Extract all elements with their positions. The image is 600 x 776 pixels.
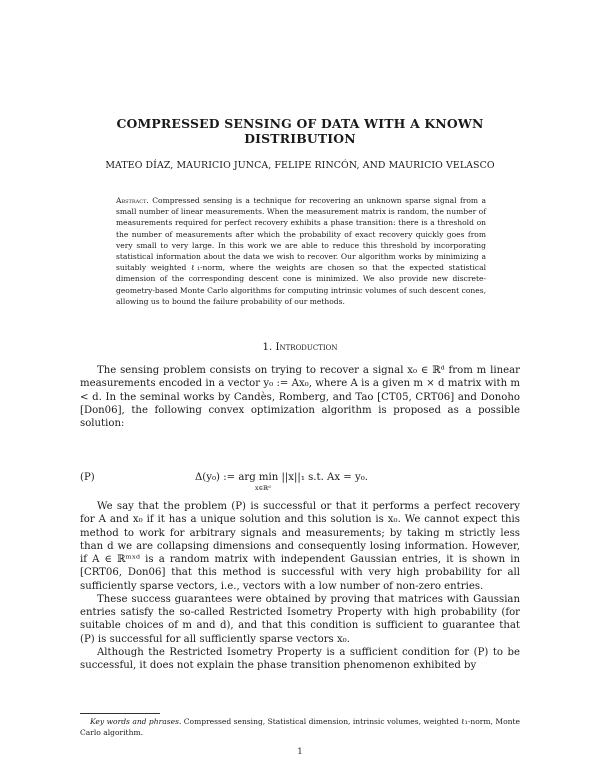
- footnote-body: Compressed sensing, Statistical dimension, intrinsic volumes, weighted ℓ₁-norm, Monte Carlo algorithm.: [80, 717, 520, 737]
- equation-subscript: x∈ℝᵈ: [255, 485, 271, 492]
- abstract: [116, 195, 486, 307]
- abstract-body: Compressed sensing is a technique for recovering an unknown sparse signal from a small number of linear measurements. When the measurement matrix is random, the number of measurements required for perfect recovery exhibits a phase transition: there is a threshold on the number of measurements after which the probability of exact recovery quickly goes from very small to very large. In this work we are able to reduce this threshold by incorporating statistical information about the data we wish to recover. Our algorithm works by minimizing a suitably weighted ℓ₁-norm, where the weights are chosen so that the expected statistical dimension of the corresponding descent cone is minimized. We also provide new discrete-geometry-based Monte Carlo algorithms for computing intrinsic volumes of such descent cones, allowing us to bound the failure probability of our methods.: [116, 196, 486, 306]
- section-title: Introduction: [275, 342, 338, 353]
- title-line-1: COMPRESSED SENSING OF DATA WITH A KNOWN: [116, 116, 484, 131]
- paper-title: [80, 116, 520, 146]
- intro-body-block: [80, 500, 520, 672]
- intro-paragraph-1-block: [80, 364, 520, 430]
- footnote-label: Key words and phrases.: [90, 717, 182, 726]
- section-heading: [0, 342, 600, 353]
- intro-paragraph-4: Although the Restricted Isometry Property is a sufficient condition for (P) to be successful, it does not explain the phase transition phenomenon exhibited by: [80, 646, 520, 671]
- intro-paragraph-1: The sensing problem consists on trying to recover a signal x₀ ∈ ℝᵈ from m linear measurements encoded in a vector y₀ := Ax₀, where A is a given m × d matrix with m < d. In the seminal works by Candès, Romberg, and Tao [CT05, CRT06] and Donoho [Don06], the following convex optimization algorithm is proposed as a possible solution:: [80, 365, 520, 429]
- title-line-2: DISTRIBUTION: [244, 131, 356, 146]
- footnote-rule: [80, 713, 160, 714]
- authors: MATEO DÍAZ, MAURICIO JUNCA, FELIPE RINCÓN, AND MAURICIO VELASCO: [105, 160, 495, 171]
- intro-paragraph-3: These success guarantees were obtained by proving that matrices with Gaussian entries satisfy the so-called Restricted Isometry Property with high probability (for suitable choices of m and d), and that this condition is sufficient to guarantee that (P) is successful for all sufficiently sparse vectors x₀.: [80, 593, 520, 645]
- section-number: 1.: [262, 342, 273, 353]
- page-number: 1: [297, 747, 303, 757]
- equation: Δ(y₀) := arg min ||x||₁ s.t. Ax = y₀.: [195, 472, 368, 483]
- abstract-heading: Abstract.: [116, 196, 149, 205]
- equation-label: (P): [80, 472, 95, 483]
- footnote: [80, 716, 520, 738]
- intro-paragraph-2: We say that the problem (P) is successful or that it performs a perfect recovery for A and x₀ if it has a unique solution and this solution is x₀. We cannot expect this method to work for arbitrary signals and measurements; by taking m strictly less than d we are collapsing dimensions and consequently losing information. However, if A ∈ ℝᵐˣᵈ is a random matrix with independent Gaussian entries, it is shown in [CRT06, Don06] that this method is successful with very high probability for all sufficiently sparse vectors, i.e., vectors with a low number of non-zero entries.: [80, 501, 520, 592]
